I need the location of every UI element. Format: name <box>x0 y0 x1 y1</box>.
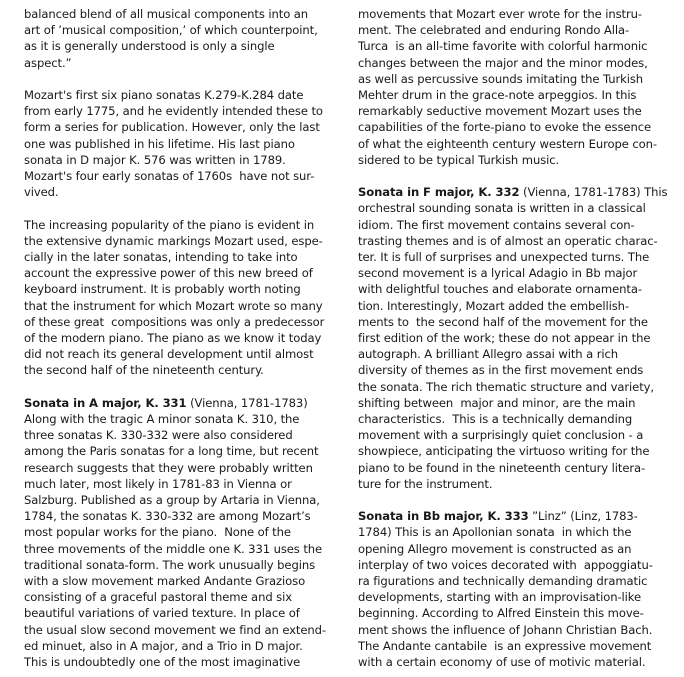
text-line: ra figurations and technically demanding dramatic <box>358 574 648 589</box>
text-line: The Andante cantabile is an expressive movement <box>358 638 652 653</box>
text-line: the usual slow second movement we find an extend- <box>24 622 326 637</box>
text-line: autograph. A brilliant Allegro assai with a rich <box>358 347 619 362</box>
sonata-333-body <box>358 524 670 670</box>
text-line: developments, starting with an improvisation-like <box>358 590 642 605</box>
text-line: of what the eighteenth century western Europe con- <box>358 136 657 151</box>
text-line: most popular works for the piano. None of the <box>24 525 291 540</box>
text-line: Salzburg. Published as a group by Artaria in Vienna, <box>24 493 320 508</box>
text-line: Turca is an all-time favorite with colorful harmonic <box>358 39 648 54</box>
sonata-332-heading: Sonata in F major, K. 332 <box>358 185 520 200</box>
text-line: trasting themes and is of almost an operatic charac- <box>358 233 658 248</box>
text-line: interplay of two voices decorated with appoggiatu- <box>358 557 653 572</box>
text-line: three sonatas K. 330-332 were also considered <box>24 428 293 443</box>
text-line: changes between the major and the minor modes, <box>358 55 648 70</box>
text-line: traditional sonata-form. The work unusually begins <box>24 557 316 572</box>
sonata-331-body <box>24 411 342 670</box>
text-line: piano to be found in the nineteenth century litera- <box>358 460 646 475</box>
rondo-continuation-paragraph <box>358 6 670 168</box>
text-line: movements that Mozart ever wrote for the instru- <box>358 7 642 21</box>
text-line: balanced blend of all musical components into an <box>24 7 309 21</box>
text-line: remarkably seductive movement Mozart uses the <box>358 104 642 119</box>
text-line: tion. Interestingly, Mozart added the embellish- <box>358 298 629 313</box>
text-line: research suggests that they were probably written <box>24 460 313 475</box>
text-line: movement with a surprisingly quiet conclusion - a <box>358 428 644 443</box>
text-line: beautiful variations of varied texture. In place of <box>24 606 300 621</box>
text-line: the sonata. The rich thematic structure and variety, <box>358 379 654 394</box>
text-line: shifting between major and minor, are the main <box>358 395 636 410</box>
text-line: Mozart's four early sonatas of 1760s have not sur- <box>24 169 315 184</box>
text-line: from early 1775, and he evidently intended these to <box>24 104 323 119</box>
text-line: ment. The celebrated and enduring Rondo Alla- <box>358 23 630 38</box>
text-line: keyboard instrument. It is probably worth noting <box>24 282 301 297</box>
sonata-331-heading-line <box>24 395 342 411</box>
text-line: Along with the tragic A minor sonata K. 310, the <box>24 412 300 427</box>
text-line: much later, most likely in 1781-83 in Vienna or <box>24 476 292 491</box>
early-sonatas-paragraph <box>24 87 342 200</box>
text-line: art of ’musical composition,’ of which counterpoint, <box>24 23 318 38</box>
text-line: opening Allegro movement is constructed as an <box>358 541 632 556</box>
text-line: characteristics. This is a technically demanding <box>358 412 633 427</box>
text-line: form a series for publication. However, only the last <box>24 120 320 135</box>
text-line: one was published in his lifetime. His last piano <box>24 136 295 151</box>
sonata-332-section <box>358 184 670 492</box>
text-line: with a certain economy of use of motivic material. <box>358 655 646 670</box>
text-line: orchestral sounding sonata is written in a classical <box>358 201 646 216</box>
text-line: The increasing popularity of the piano is evident in <box>24 217 315 232</box>
text-line: showpiece, anticipating the virtuoso writing for the <box>358 444 650 459</box>
text-line: diversity of themes as in the first movement ends <box>358 363 644 378</box>
text-line: second movement is a lyrical Adagio in Bb major <box>358 266 638 281</box>
sonata-331-heading-rest: (Vienna, 1781-1783) <box>186 395 308 410</box>
text-line: three movements of the middle one K. 331 uses the <box>24 541 323 556</box>
text-line: sonata in D major K. 576 was written in 1789. <box>24 152 286 167</box>
text-line: cially in the later sonatas, intending to take into <box>24 250 298 265</box>
sonata-331-heading: Sonata in A major, K. 331 <box>24 395 187 410</box>
sonata-332-body <box>358 200 670 492</box>
text-line: of these great compositions was only a predecessor <box>24 314 325 329</box>
text-line: ed minuet, also in A major, and a Trio in D major. <box>24 638 303 653</box>
sonata-332-heading-rest: (Vienna, 1781-1783) This <box>519 185 668 200</box>
piano-popularity-paragraph <box>24 217 342 379</box>
text-line: first edition of the work; these do not appear in the <box>358 331 651 346</box>
text-line: as well as percussive sounds imitating the Turkish <box>358 71 644 86</box>
text-line: idiom. The first movement contains several con- <box>358 217 635 232</box>
sonata-333-heading-line <box>358 508 670 524</box>
text-line: account the expressive power of this new breed of <box>24 266 313 281</box>
text-line: with delightful touches and elaborate ornamenta- <box>358 282 642 297</box>
sonata-333-heading: Sonata in Bb major, K. 333 <box>358 509 529 524</box>
sonata-333-section <box>358 508 670 670</box>
left-column <box>24 6 342 670</box>
text-line: ment shows the influence of Johann Christian Bach. <box>358 622 653 637</box>
text-line: with a slow movement marked Andante Grazioso <box>24 574 306 589</box>
text-line: consisting of a graceful pastoral theme and six <box>24 590 292 605</box>
text-line: sidered to be typical Turkish music. <box>358 152 560 167</box>
sonata-333-heading-rest: ”Linz” (Linz, 1783- <box>528 509 638 524</box>
sonata-331-section <box>24 395 342 670</box>
text-line: that the instrument for which Mozart wrote so many <box>24 298 323 313</box>
text-line: vived. <box>24 185 59 200</box>
right-column <box>358 6 670 670</box>
text-line: capabilities of the forte-piano to evoke the essence <box>358 120 652 135</box>
quote-end-paragraph <box>24 6 342 71</box>
text-line: ter. It is full of surprises and unexpected turns. The <box>358 250 650 265</box>
text-line: Mozart's first six piano sonatas K.279-K.284 date <box>24 88 304 102</box>
sonata-332-heading-line <box>358 184 670 200</box>
text-line: ture for the instrument. <box>358 476 493 491</box>
text-line: This is undoubtedly one of the most imaginative <box>24 655 301 670</box>
text-line: Mehter drum in the grace-note arpeggios. In this <box>358 88 637 103</box>
text-line: among the Paris sonatas for a long time, but recent <box>24 444 319 459</box>
text-line: ments to the second half of the movement for the <box>358 314 648 329</box>
text-line: did not reach its general development until almost <box>24 347 314 362</box>
text-line: the second half of the nineteenth century. <box>24 363 264 378</box>
text-line: the extensive dynamic markings Mozart used, espe- <box>24 233 323 248</box>
text-line: of the modern piano. The piano as we know it today <box>24 331 322 346</box>
text-line: 1784, the sonatas K. 330-332 are among Mozart’s <box>24 509 311 524</box>
text-line: 1784) This is an Apollonian sonata in which the <box>358 525 632 540</box>
text-line: as it is generally understood is only a single <box>24 39 275 54</box>
text-line: aspect.” <box>24 55 72 70</box>
text-line: beginning. According to Alfred Einstein this move- <box>358 606 644 621</box>
